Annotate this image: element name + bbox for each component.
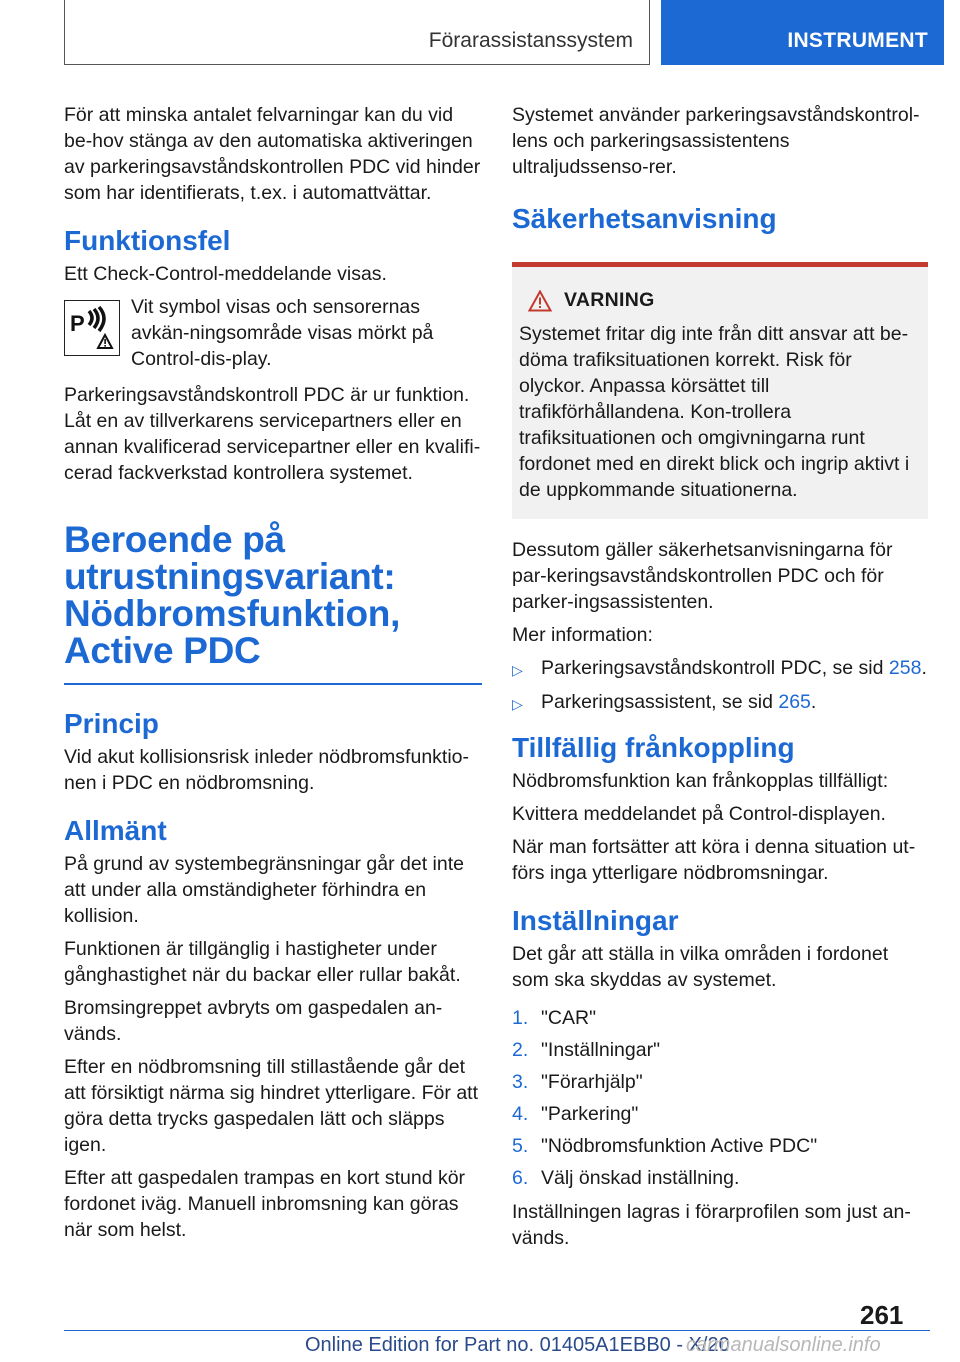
warning-box (512, 262, 928, 519)
warning-text: Systemet fritar dig inte från ditt ansvar att be-döma trafiksituationen korrekt. Risk för olyckor. Anpassa körsättet till trafikförhållandena. Kon-trollera trafiksituationen och omgivningarna runt fordonet med en direkt blick och ingrip aktivt i de uppkommande situationerna. (519, 323, 910, 501)
safety-paragraph-1: Dessutom gäller säkerhetsanvisningarna för par-keringsavståndskontrollen PDC och för parker-ingsassistenten. (512, 539, 893, 613)
triangle-right-icon: ▷ (512, 696, 523, 712)
warning-triangle-icon (528, 290, 552, 312)
warning-title-row (528, 289, 920, 312)
reference-list (512, 655, 928, 717)
allmant-paragraph-3: Bromsingreppet avbryts om gaspedalen an-vänds. (64, 996, 443, 1045)
allmant-paragraph-5: Efter att gaspedalen trampas en kort stund kör fordonet iväg. Manuell inbromsning kan göras när som helst. (64, 1166, 466, 1241)
tillfallig-paragraph-2: Kvittera meddelandet på Control-displayen. (512, 803, 886, 825)
tillfallig-paragraph-1: Nödbromsfunktion kan frånkopplas tillfälligt: (512, 770, 889, 792)
main-heading: Beroende på utrustningsvariant: Nödbromsfunktion, Active PDC (64, 519, 401, 671)
funktionsfel-paragraph-2: Parkeringsavståndskontroll PDC är ur funktion. Låt en av tillverkarens servicepartners eller en annan kvalificerad servicepartner eller en kvalifi-cerad fackverkstad kontrollera systemet. (64, 384, 481, 484)
left-column (64, 102, 482, 1250)
footer-watermark: carmanualsonline.info (686, 1334, 881, 1356)
list-item: 4. "Parkering" (512, 1103, 639, 1125)
princip-paragraph: Vid akut kollisionsrisk inleder nödbromsfunktio-nen i PDC en nödbromsning. (64, 745, 469, 794)
list-item: 2. "Inställningar" (512, 1039, 660, 1061)
tillfallig-paragraph-3: När man fortsätter att köra i denna situation ut-förs inga ytterligare nödbromsningar. (512, 836, 916, 884)
princip-heading: Princip (64, 707, 159, 739)
safety-paragraph-2: Mer information: (512, 624, 653, 646)
installningar-paragraph-1: Det går att ställa in vilka områden i fordonet som ska skyddas av systemet. (512, 943, 889, 991)
page-link-258[interactable]: 258 (888, 657, 922, 679)
page-number: 261 (860, 1300, 904, 1330)
header-chapter-tab (661, 0, 944, 65)
svg-text:P: P (70, 311, 85, 336)
header-section-title: Förarassistanssystem (428, 29, 633, 52)
list-item: ▷ Parkeringsassistent, se sid 265. (512, 689, 928, 717)
settings-steps-list (512, 1005, 928, 1191)
allmant-heading: Allmänt (64, 814, 167, 846)
list-item: 6. Välj önskad inställning. (512, 1167, 740, 1189)
installningar-heading: Inställningar (512, 905, 679, 936)
footer-divider (64, 1330, 930, 1331)
list-item: 3. "Förarhjälp" (512, 1071, 643, 1093)
safety-heading: Säkerhetsanvisning (512, 203, 777, 234)
pdc-sensor-icon (64, 300, 120, 356)
funktionsfel-paragraph-1: Ett Check-Control-meddelande visas. (64, 263, 387, 285)
intro-paragraph: För att minska antalet felvarningar kan du vid be-hov stänga av den automatiska aktiveringen av parkeringsavståndskontrollen PDC vid hinder som har identifierats, t.ex. i automattvättar. (64, 104, 481, 204)
list-item: ▷ Parkeringsavståndskontroll PDC, se sid 258. (512, 655, 928, 683)
warning-title: VARNING (564, 289, 655, 311)
allmant-paragraph-2: Funktionen är tillgänglig i hastigheter under gånghastighet när du backar eller rullar bakåt. (64, 937, 461, 986)
allmant-paragraph-4: Efter en nödbromsning till stillastående går det att försiktigt närma sig hindret ytterligare. För att göra detta trycks gaspedalen lätt och släpps igen. (64, 1055, 478, 1156)
right-column (512, 102, 928, 1258)
list-item: 5. "Nödbromsfunktion Active PDC" (512, 1135, 818, 1157)
allmant-paragraph-1: På grund av systembegränsningar går det inte att under alla omständigheter förhindra en kollision. (64, 852, 464, 927)
page-link-265[interactable]: 265 (778, 691, 811, 713)
footer-edition: Online Edition for Part no. 01405A1EBB0 - X/20 (305, 1334, 730, 1356)
list-item: 1. "CAR" (512, 1007, 597, 1029)
symbol-row (64, 294, 482, 372)
header-chapter-title: INSTRUMENT (787, 29, 928, 52)
heading-divider (64, 683, 482, 685)
triangle-right-icon: ▷ (512, 662, 523, 678)
header-section-tab (64, 0, 650, 65)
tillfallig-heading: Tillfällig frånkoppling (512, 732, 795, 763)
installningar-paragraph-2: Inställningen lagras i förarprofilen som just an-vänds. (512, 1201, 911, 1249)
symbol-description: Vit symbol visas och sensorernas avkän-ningsområde visas mörkt på Control-dis-play. (131, 296, 434, 370)
system-intro-paragraph: Systemet använder parkeringsavståndskontrol-lens och parkeringsassistentens ultraljudssenso-rer. (512, 104, 920, 178)
funktionsfel-heading: Funktionsfel (64, 225, 231, 256)
